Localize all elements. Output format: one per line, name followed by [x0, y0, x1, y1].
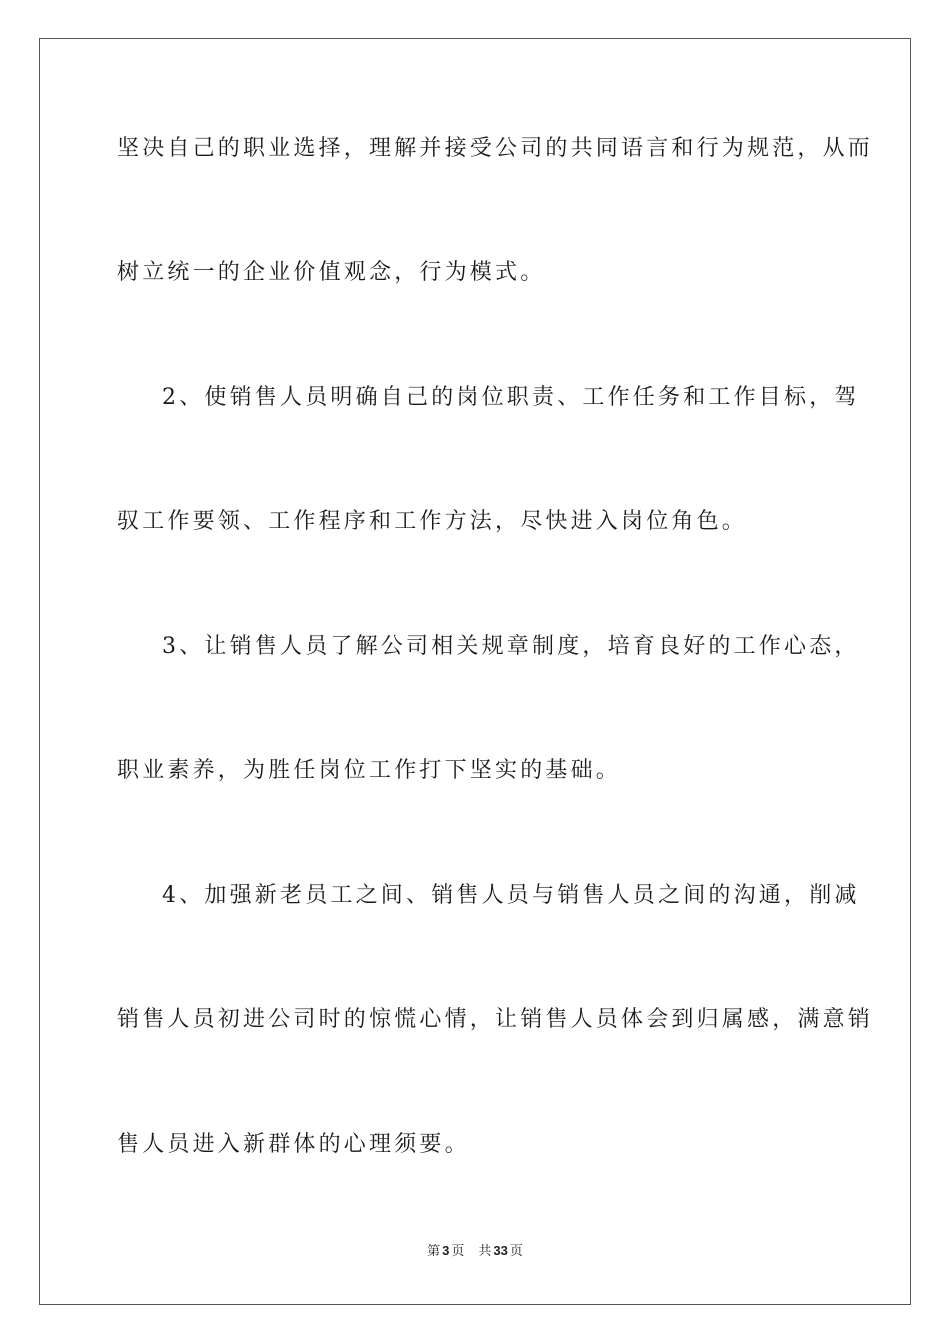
paragraph-4-line-1: 4、加强新老员工之间、销售人员与销售人员之间的沟通，削减: [162, 883, 860, 908]
total-pages-number: 33: [493, 1243, 508, 1258]
paragraph-1-line-1: 坚决自己的职业选择，理解并接受公司的共同语言和行为规范，从而: [117, 136, 874, 161]
total-prefix: 共: [478, 1244, 492, 1259]
page-suffix: 页: [451, 1244, 465, 1259]
paragraph-1-line-2: 树立统一的企业价值观念，行为模式。: [117, 260, 546, 285]
paragraph-4-line-2: 销售人员初进公司时的惊慌心情，让销售人员体会到归属感，满意销: [117, 1007, 874, 1032]
paragraph-3-line-1: 3、让销售人员了解公司相关规章制度，培育良好的工作心态，: [162, 634, 860, 659]
paragraph-3-line-2: 职业素养，为胜任岗位工作打下坚实的基础。: [117, 758, 622, 783]
page-border: [39, 38, 911, 1305]
total-suffix: 页: [509, 1244, 523, 1259]
page-prefix: 第: [427, 1244, 441, 1259]
current-page-number: 3: [442, 1243, 450, 1258]
paragraph-2-line-2: 驭工作要领、工作程序和工作方法，尽快进入岗位角色。: [117, 509, 748, 534]
paragraph-4-line-3: 售人员进入新群体的心理须要。: [117, 1132, 470, 1157]
page-footer: [0, 1240, 950, 1259]
paragraph-2-line-1: 2、使销售人员明确自己的岗位职责、工作任务和工作目标，驾: [162, 385, 860, 410]
